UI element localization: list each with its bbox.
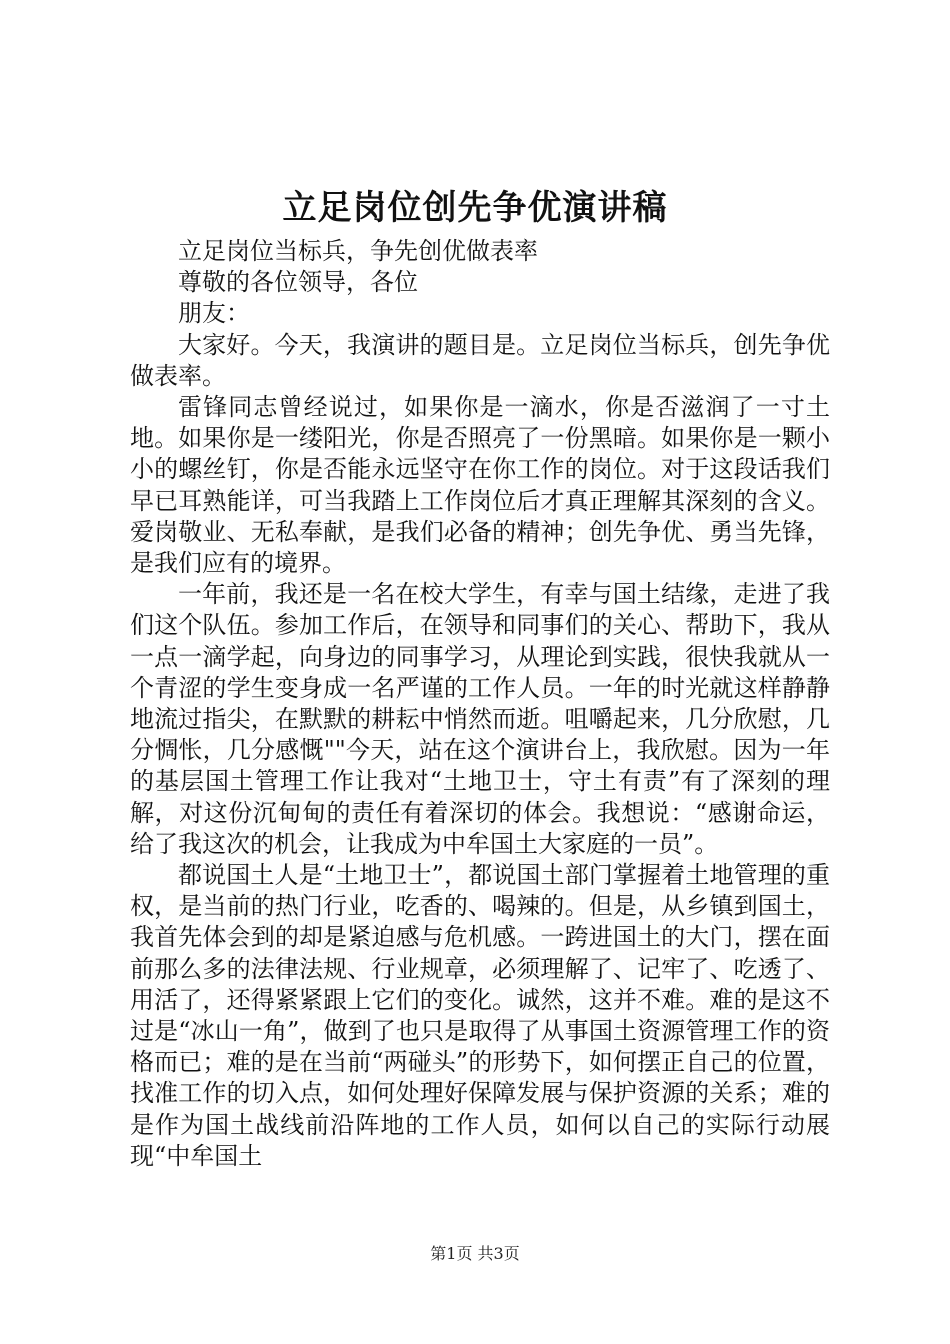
- document-title: 立足岗位创先争优演讲稿: [282, 188, 668, 228]
- paragraph-salutation-cont: 朋友：: [178, 299, 250, 328]
- paragraph-leifeng: 雷锋同志曾经说过，如果你是一滴水，你是否滋润了一寸土地。如果你是一缕阳光，你是否照亮了一份黑暗。如果你是一颗小小的螺丝钉，你是否能永远坚守在你工作的岗位。对于这段话我们早已耳熟能详，可当我踏上工作岗位后才真正理解其深刻的含义。爱岗敬业、无私奉献，是我们必备的精神；创先争优、勇当先锋，是我们应有的境界。: [130, 393, 830, 578]
- paragraph-greeting: 大家好。今天，我演讲的题目是。立足岗位当标兵，创先争优做表率。: [130, 330, 830, 390]
- page-footer: 第1页 共3页: [430, 1244, 520, 1263]
- paragraph-one-year-ago: 一年前，我还是一名在校大学生，有幸与国土结缘，走进了我们这个队伍。参加工作后，在领导和同事们的关心、帮助下，我从一点一滴学起，向身边的同事学习，从理论到实践，很快我就从一个青涩的学生变身成一名严谨的工作人员。一年的时光就这样静静地流过指尖，在默默的耕耘中悄然而逝。咀嚼起来，几分欣慰，几分惆怅，几分感慨""今天，站在这个演讲台上，我欣慰。因为一年的基层国土管理工作让我对“土地卫士，守土有责”有了深刻的理解，对这份沉甸甸的责任有着深切的体会。我想说：“感谢命运，给了我这次的机会，让我成为中牟国土大家庭的一员”。: [130, 580, 830, 858]
- document-body: [130, 236, 830, 1172]
- paragraph-subtitle: 立足岗位当标兵，争先创优做表率: [178, 237, 538, 265]
- paragraph-salutation: 尊敬的各位领导，各位: [178, 268, 418, 297]
- paragraph-land-guardians: 都说国土人是“土地卫士”，都说国土部门掌握着土地管理的重权，是当前的热门行业，吃香的、喝辣的。但是，从乡镇到国土，我首先体会到的却是紧迫感与危机感。一跨进国土的大门，摆在面前那么多的法律法规、行业规章，必须理解了、记牢了、吃透了、用活了，还得紧紧跟上它们的变化。诚然，这并不难。难的是这不过是“冰山一角”，做到了也只是取得了从事国土资源管理工作的资格而已；难的是在当前“两碰头”的形势下，如何摆正自己的位置，找准工作的切入点，如何处理好保障发展与保护资源的关系；难的是作为国土战线前沿阵地的工作人员，如何以自己的实际行动展现“中牟国土: [130, 861, 830, 1170]
